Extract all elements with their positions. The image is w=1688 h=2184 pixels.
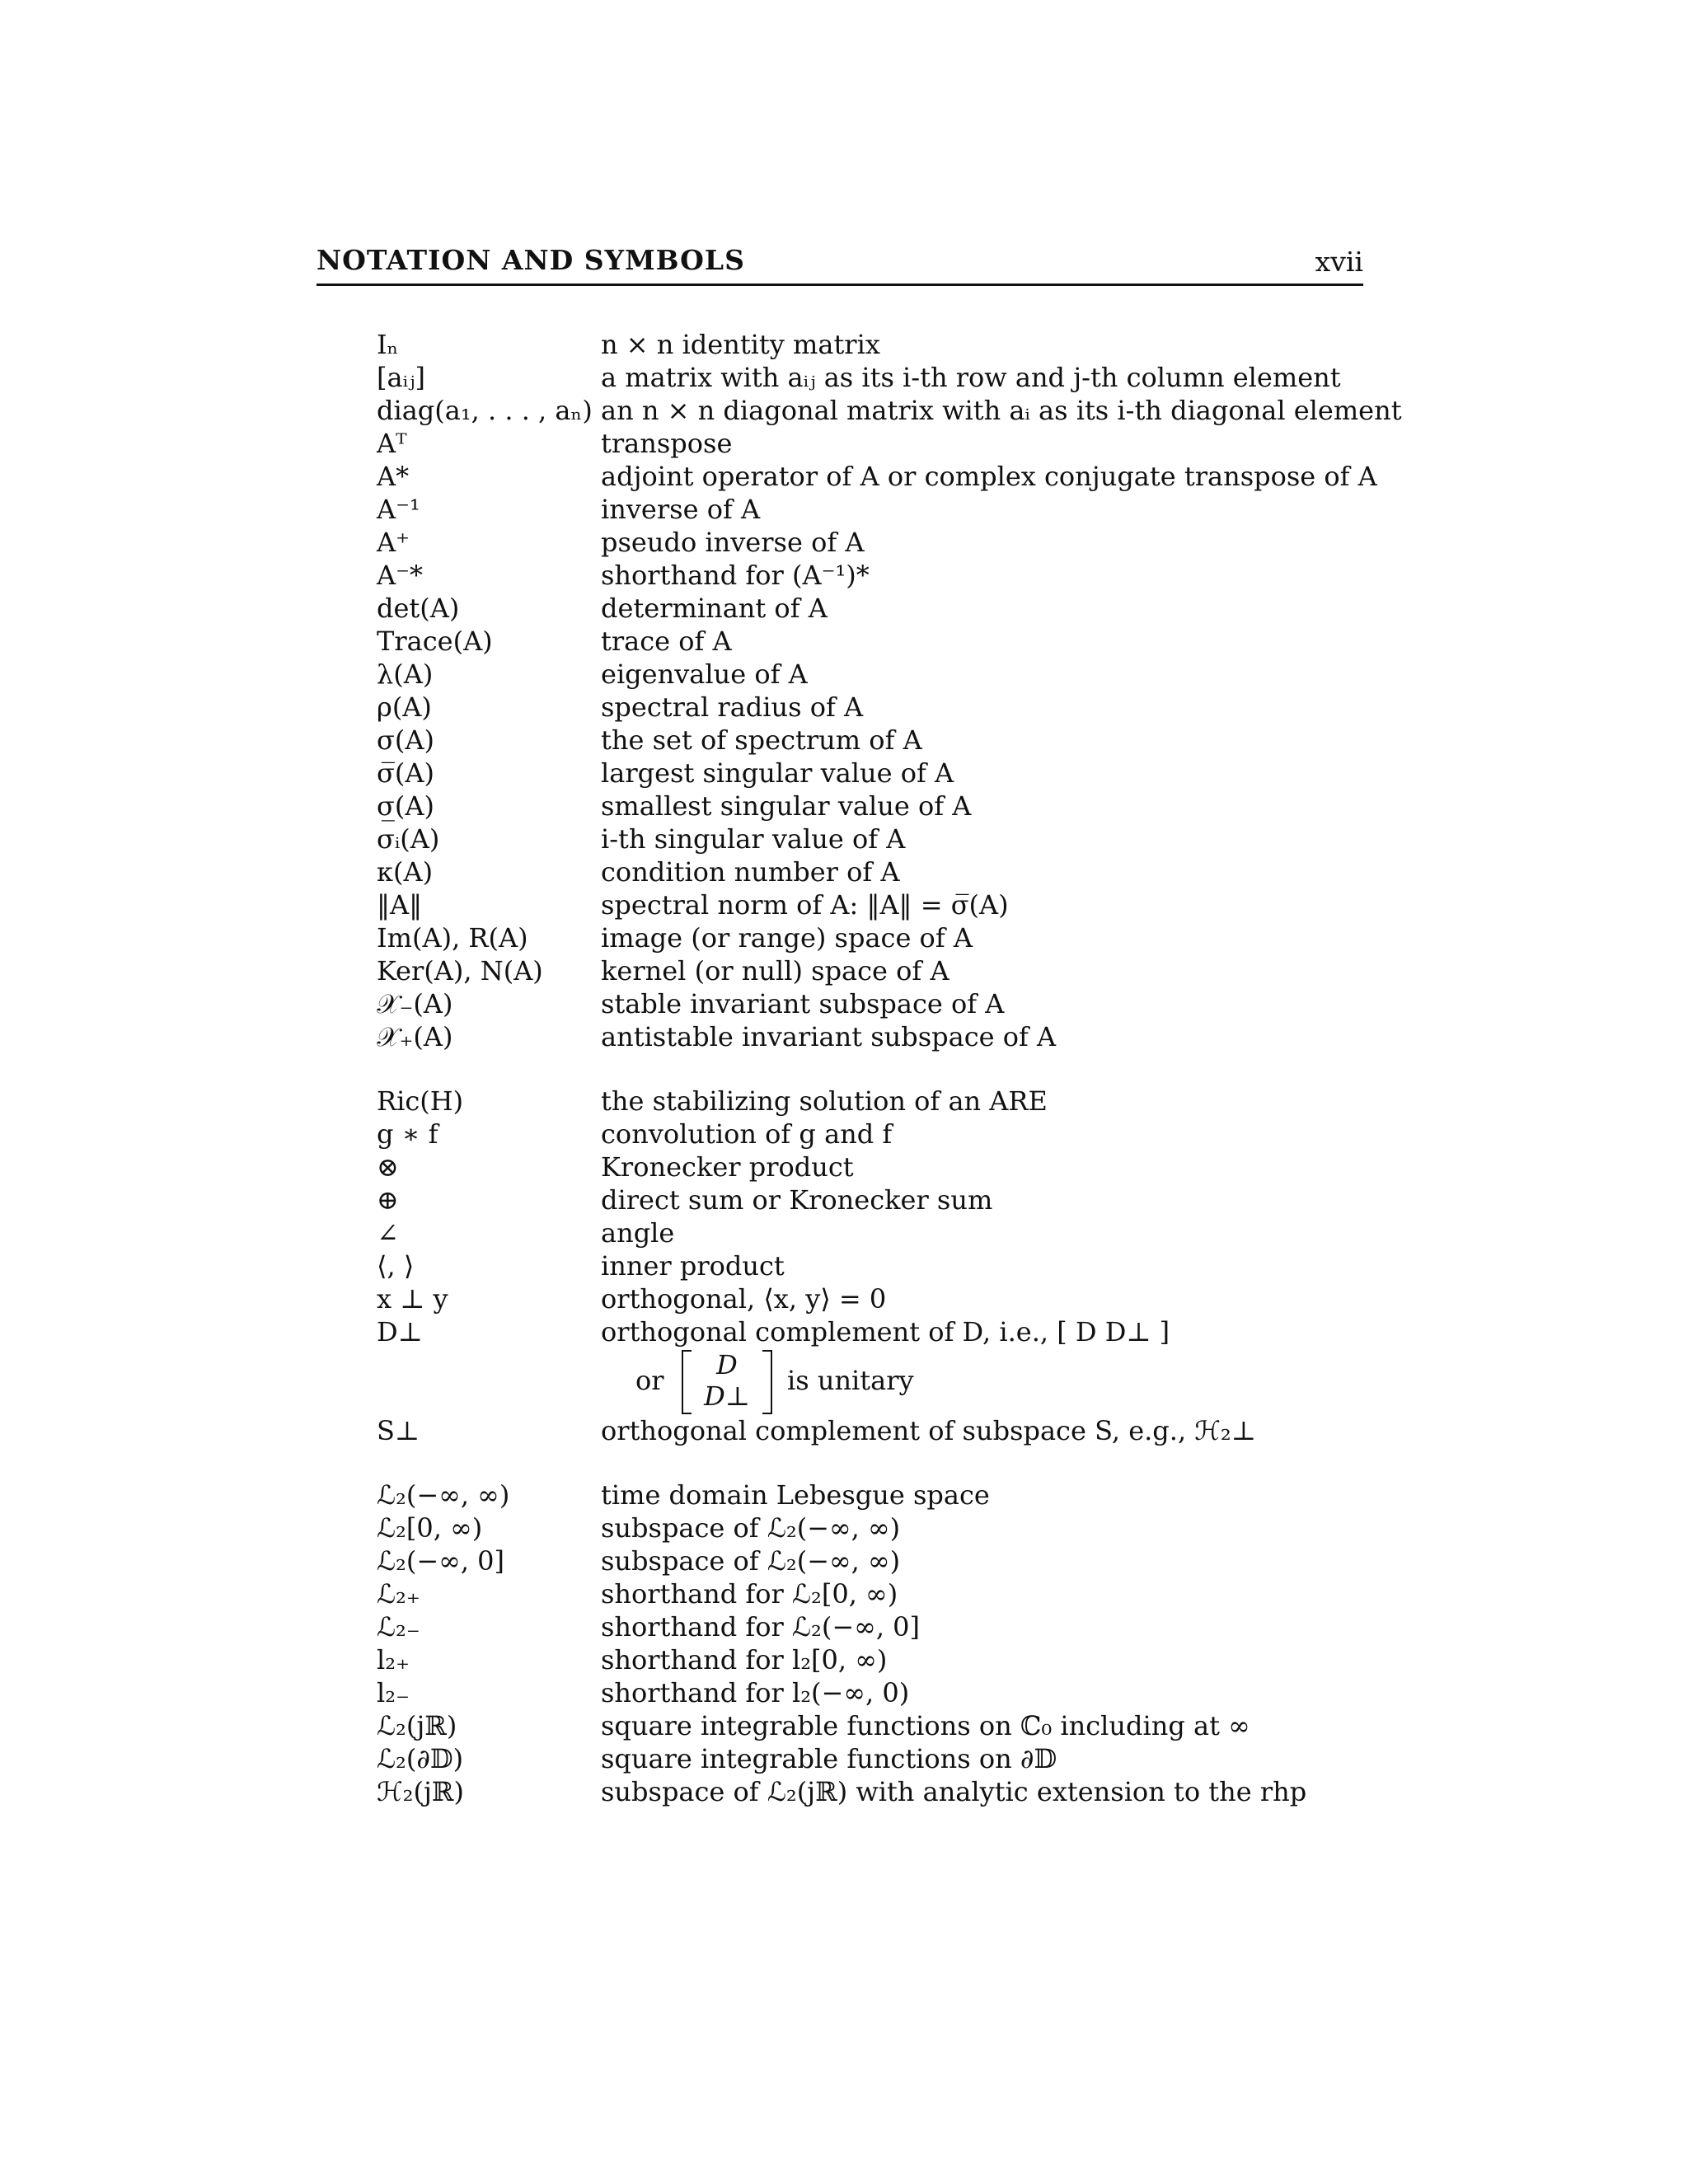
description: Kronecker product (601, 1151, 854, 1183)
description: square integrable functions on ℂ₀ including at ∞ (601, 1710, 1250, 1741)
notation-row (377, 757, 1366, 790)
notation-row (377, 328, 1366, 361)
notation-row (377, 1610, 1366, 1643)
description: n × n identity matrix (601, 329, 880, 360)
symbol: ℒ₂(∂𝔻) (377, 1743, 464, 1774)
description: subspace of ℒ₂(jℝ) with analytic extension to the rhp (601, 1776, 1307, 1807)
symbol: ℒ₂[0, ∞) (377, 1512, 483, 1544)
group-spacer (377, 1447, 1366, 1479)
symbol: ρ(A) (377, 691, 432, 723)
symbol: D⊥ (377, 1316, 423, 1347)
description: an n × n diagonal matrix with aᵢ as its i-th diagonal element (601, 395, 1402, 426)
description: convolution of g and f (601, 1118, 893, 1150)
matrix-continuation-row (377, 1348, 1366, 1414)
symbol: ℒ₂(jℝ) (377, 1710, 457, 1741)
description: inner product (601, 1250, 785, 1282)
group-spacer (377, 1053, 1366, 1085)
notation-row (377, 1775, 1366, 1808)
group-function-spaces (377, 1479, 1366, 1808)
notation-row (377, 394, 1402, 427)
symbol: σ̲(A) (377, 790, 434, 822)
symbol: det(A) (377, 593, 460, 624)
symbol: A⁻* (377, 560, 423, 591)
symbol: σᵢ(A) (377, 823, 440, 855)
notation-row (377, 1414, 1366, 1447)
symbol: Trace(A) (377, 626, 493, 657)
description: adjoint operator of A or complex conjugate transpose of A (601, 461, 1377, 492)
symbol: λ(A) (377, 658, 434, 690)
description: spectral radius of A (601, 691, 864, 723)
description: subspace of ℒ₂(−∞, ∞) (601, 1512, 901, 1544)
notation-row (377, 691, 1366, 724)
symbol: ‖A‖ (377, 889, 423, 921)
notation-table (377, 328, 1402, 1808)
notation-row (377, 1249, 1366, 1282)
symbol: A⁻¹ (377, 494, 420, 525)
symbol: ⊕ (377, 1184, 399, 1216)
notation-row (377, 1742, 1366, 1775)
symbol: ℒ₂(−∞, 0] (377, 1545, 505, 1577)
description: trace of A (601, 626, 732, 657)
description: i-th singular value of A (601, 823, 906, 855)
description: orthogonal complement of D, i.e., [ D D⊥ ] (601, 1316, 1170, 1347)
description: largest singular value of A (601, 757, 954, 789)
unitary-text: is unitary (787, 1365, 914, 1396)
notation-row (377, 1118, 1366, 1151)
symbol: κ(A) (377, 856, 434, 888)
notation-row (377, 1643, 1366, 1676)
description: direct sum or Kronecker sum (601, 1184, 993, 1216)
symbol: Aᵀ (377, 428, 407, 459)
notation-row (377, 559, 1366, 592)
notation-row (377, 724, 1366, 757)
matrix-description (601, 1348, 1366, 1414)
notation-row (377, 1020, 1366, 1053)
symbol: σ(A) (377, 724, 434, 756)
group-linear-algebra (377, 328, 1402, 1053)
symbol: 𝒳₋(A) (377, 988, 453, 1019)
symbol: [aᵢⱼ] (377, 362, 425, 393)
notation-row (377, 361, 1366, 394)
right-bracket (762, 1350, 772, 1414)
symbol: x ⊥ y (377, 1283, 448, 1315)
notation-row (377, 625, 1366, 658)
notation-row (377, 592, 1366, 625)
description: eigenvalue of A (601, 658, 808, 690)
description: time domain Lebesgue space (601, 1479, 990, 1511)
symbol: l₂₋ (377, 1677, 410, 1708)
stacked-matrix (682, 1348, 772, 1414)
description: antistable invariant subspace of A (601, 1021, 1057, 1052)
notation-row (377, 790, 1366, 823)
notation-row (377, 1315, 1366, 1348)
group-complement (377, 1414, 1366, 1447)
notation-row (377, 526, 1366, 559)
notation-row (377, 1216, 1366, 1249)
description: square integrable functions on ∂𝔻 (601, 1743, 1057, 1774)
symbol: ∠ (377, 1217, 399, 1249)
symbol: S⊥ (377, 1415, 420, 1446)
notation-row (377, 855, 1366, 888)
notation-row (377, 954, 1366, 987)
notation-row (377, 1511, 1366, 1544)
symbol: Ker(A), N(A) (377, 955, 543, 987)
notation-row (377, 888, 1366, 921)
symbol: l₂₊ (377, 1644, 410, 1675)
notation-row (377, 1544, 1366, 1577)
notation-row (377, 493, 1366, 526)
symbol: 𝒳₊(A) (377, 1021, 453, 1052)
symbol: diag(a₁, . . . , aₙ) (377, 395, 593, 426)
description: determinant of A (601, 593, 828, 624)
notation-row (377, 1709, 1366, 1742)
notation-row (377, 1282, 1366, 1315)
description: shorthand for l₂[0, ∞) (601, 1644, 888, 1675)
description: the stabilizing solution of an ARE (601, 1085, 1048, 1117)
description: shorthand for ℒ₂[0, ∞) (601, 1578, 898, 1610)
symbol: ⊗ (377, 1151, 399, 1183)
matrix-entry-top: D (716, 1349, 738, 1380)
group-operators (377, 1085, 1366, 1414)
description: stable invariant subspace of A (601, 988, 1005, 1019)
description: orthogonal complement of subspace S, e.g., ℋ₂⊥ (601, 1415, 1256, 1446)
symbol: ⟨, ⟩ (377, 1250, 415, 1282)
description: transpose (601, 428, 733, 459)
or-text: or (635, 1365, 664, 1396)
notation-row (377, 658, 1366, 691)
description: angle (601, 1217, 675, 1249)
running-title: NOTATION AND SYMBOLS (316, 244, 745, 276)
symbol: A⁺ (377, 527, 410, 558)
notation-row (377, 823, 1366, 855)
notation-row (377, 427, 1366, 460)
symbol: Ric(H) (377, 1085, 464, 1117)
notation-row (377, 1085, 1366, 1118)
notation-row (377, 460, 1377, 493)
notation-row (377, 1183, 1366, 1216)
symbol: ℒ₂(−∞, ∞) (377, 1479, 510, 1511)
symbol: ℒ₂₋ (377, 1611, 420, 1643)
description: a matrix with aᵢⱼ as its i-th row and j-th column element (601, 362, 1341, 393)
description: smallest singular value of A (601, 790, 972, 822)
notation-row (377, 987, 1366, 1020)
description: condition number of A (601, 856, 900, 888)
notation-row (377, 1577, 1366, 1610)
symbol: ℋ₂(jℝ) (377, 1776, 464, 1807)
notation-row (377, 1479, 1366, 1511)
description: shorthand for l₂(−∞, 0) (601, 1677, 910, 1708)
page-number: xvii (1315, 246, 1363, 278)
description: the set of spectrum of A (601, 724, 922, 756)
symbol: Im(A), R(A) (377, 922, 528, 954)
description: inverse of A (601, 494, 761, 525)
symbol: ℒ₂₊ (377, 1578, 420, 1610)
description: subspace of ℒ₂(−∞, ∞) (601, 1545, 901, 1577)
description: spectral norm of A: ‖A‖ = σ̅(A) (601, 889, 1009, 921)
description: pseudo inverse of A (601, 527, 865, 558)
notation-row (377, 1676, 1366, 1709)
symbol: σ̅(A) (377, 757, 434, 789)
description: orthogonal, ⟨x, y⟩ = 0 (601, 1283, 887, 1315)
description: kernel (or null) space of A (601, 955, 950, 987)
symbol: g ∗ f (377, 1118, 438, 1150)
notation-row (377, 921, 1366, 954)
symbol: A* (377, 461, 410, 492)
symbol-empty (377, 1348, 601, 1414)
description: image (or range) space of A (601, 922, 973, 954)
description: shorthand for (A⁻¹)* (601, 560, 870, 591)
description: shorthand for ℒ₂(−∞, 0] (601, 1611, 920, 1643)
notation-row (377, 1151, 1366, 1183)
symbol: Iₙ (377, 329, 399, 360)
matrix-entry-bottom: D⊥ (704, 1380, 750, 1412)
page-header (316, 244, 1363, 286)
